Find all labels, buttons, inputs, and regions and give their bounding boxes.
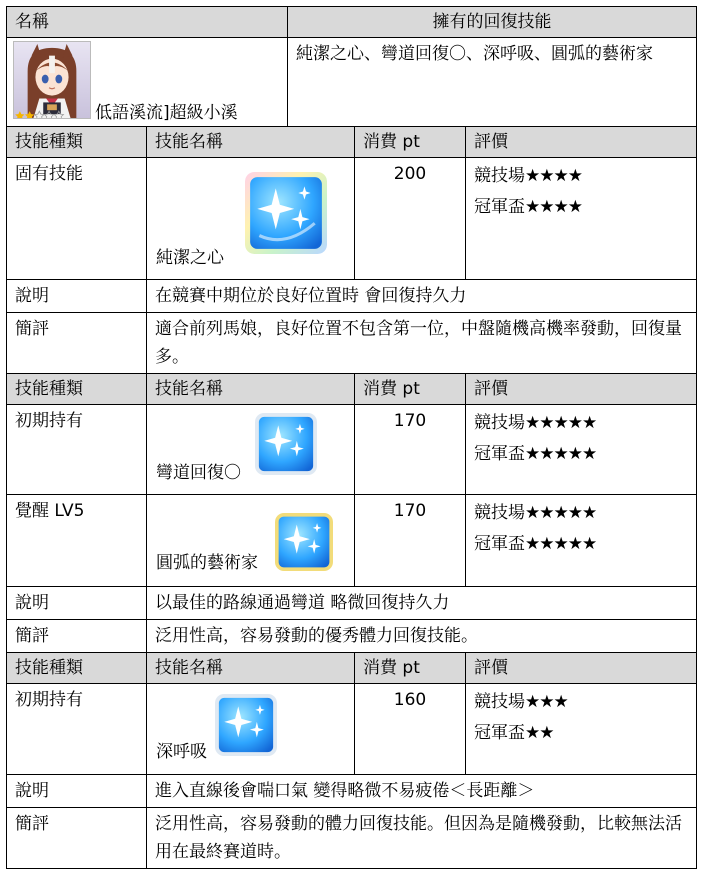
cost-header: 消費 pt [355, 653, 466, 684]
arena-label: 競技場 [474, 502, 525, 523]
arena-stars: ★★★★★ [525, 412, 597, 433]
cup-label: 冠軍盃 [474, 443, 525, 464]
skill-name-cell [147, 405, 355, 495]
skill-type: 固有技能 [7, 158, 147, 280]
skill-cost: 200 [355, 158, 466, 280]
rating-header: 評價 [466, 653, 697, 684]
sparkle-gold-icon [275, 513, 333, 571]
skill-rating [466, 158, 697, 280]
skill-type: 初期持有 [7, 405, 147, 495]
skill-name: 純潔之心 [156, 248, 224, 268]
skill-description: 進入直線後會喘口氣 變得略微不易疲倦＜長距離＞ [147, 775, 697, 808]
cost-header: 消費 pt [355, 374, 466, 405]
skill-type: 覺醒 LV5 [7, 495, 147, 587]
sparkle-blue-icon [255, 413, 317, 475]
arena-label: 競技場 [474, 412, 525, 433]
skill-name-cell [147, 684, 355, 775]
cup-stars: ★★ [525, 722, 554, 743]
skill-name-header: 技能名稱 [147, 127, 355, 158]
skill-name: 彎道回復〇 [156, 463, 241, 483]
review-label: 簡評 [7, 313, 147, 374]
name-header: 名稱 [7, 7, 288, 38]
cup-stars: ★★★★★ [525, 533, 597, 554]
sparkle-blue-icon [215, 694, 277, 756]
cup-label: 冠軍盃 [474, 722, 525, 743]
description-label: 說明 [7, 587, 147, 620]
rating-header: 評價 [466, 374, 697, 405]
skill-review: 適合前列馬娘，良好位置不包含第一位，中盤隨機高機率發動，回復量多。 [147, 313, 697, 374]
cup-stars: ★★★★★ [525, 443, 597, 464]
skills-summary: 純潔之心、彎道回復〇、深呼吸、圓弧的藝術家 [288, 38, 697, 127]
rating-header: 評價 [466, 127, 697, 158]
recovery-skills-header: 擁有的回復技能 [288, 7, 697, 38]
sparkle-rainbow-icon [245, 172, 327, 254]
character-avatar [13, 41, 91, 119]
arena-stars: ★★★★★ [525, 502, 597, 523]
skill-rating [466, 495, 697, 587]
character-cell [7, 38, 288, 127]
skill-description: 以最佳的路線通過彎道 略微回復持久力 [147, 587, 697, 620]
cost-header: 消費 pt [355, 127, 466, 158]
skill-name: 圓弧的藝術家 [156, 553, 258, 573]
skill-name-cell [147, 158, 355, 280]
arena-stars: ★★★ [525, 691, 568, 712]
description-label: 說明 [7, 775, 147, 808]
skill-name-header: 技能名稱 [147, 374, 355, 405]
skill-cost: 170 [355, 495, 466, 587]
cup-label: 冠軍盃 [474, 533, 525, 554]
skill-cost: 160 [355, 684, 466, 775]
skill-name-cell [147, 495, 355, 587]
type-header: 技能種類 [7, 127, 147, 158]
review-label: 簡評 [7, 808, 147, 869]
cup-stars: ★★★★ [525, 196, 582, 217]
character-name: 低語溪流]超級小溪 [95, 103, 238, 123]
type-header: 技能種類 [7, 653, 147, 684]
arena-label: 競技場 [474, 165, 525, 186]
skill-name: 深呼吸 [156, 742, 207, 762]
skill-cost: 170 [355, 405, 466, 495]
skill-rating [466, 405, 697, 495]
skill-review: 泛用性高，容易發動的體力回復技能。但因為是隨機發動，比較無法活用在最終賽道時。 [147, 808, 697, 869]
description-label: 說明 [7, 280, 147, 313]
skill-type: 初期持有 [7, 684, 147, 775]
arena-label: 競技場 [474, 691, 525, 712]
skill-rating [466, 684, 697, 775]
type-header: 技能種類 [7, 374, 147, 405]
cup-label: 冠軍盃 [474, 196, 525, 217]
review-label: 簡評 [7, 620, 147, 653]
skill-name-header: 技能名稱 [147, 653, 355, 684]
skill-description: 在競賽中期位於良好位置時 會回復持久力 [147, 280, 697, 313]
arena-stars: ★★★★ [525, 165, 582, 186]
skill-table [6, 6, 697, 869]
skill-review: 泛用性高，容易發動的優秀體力回復技能。 [147, 620, 697, 653]
